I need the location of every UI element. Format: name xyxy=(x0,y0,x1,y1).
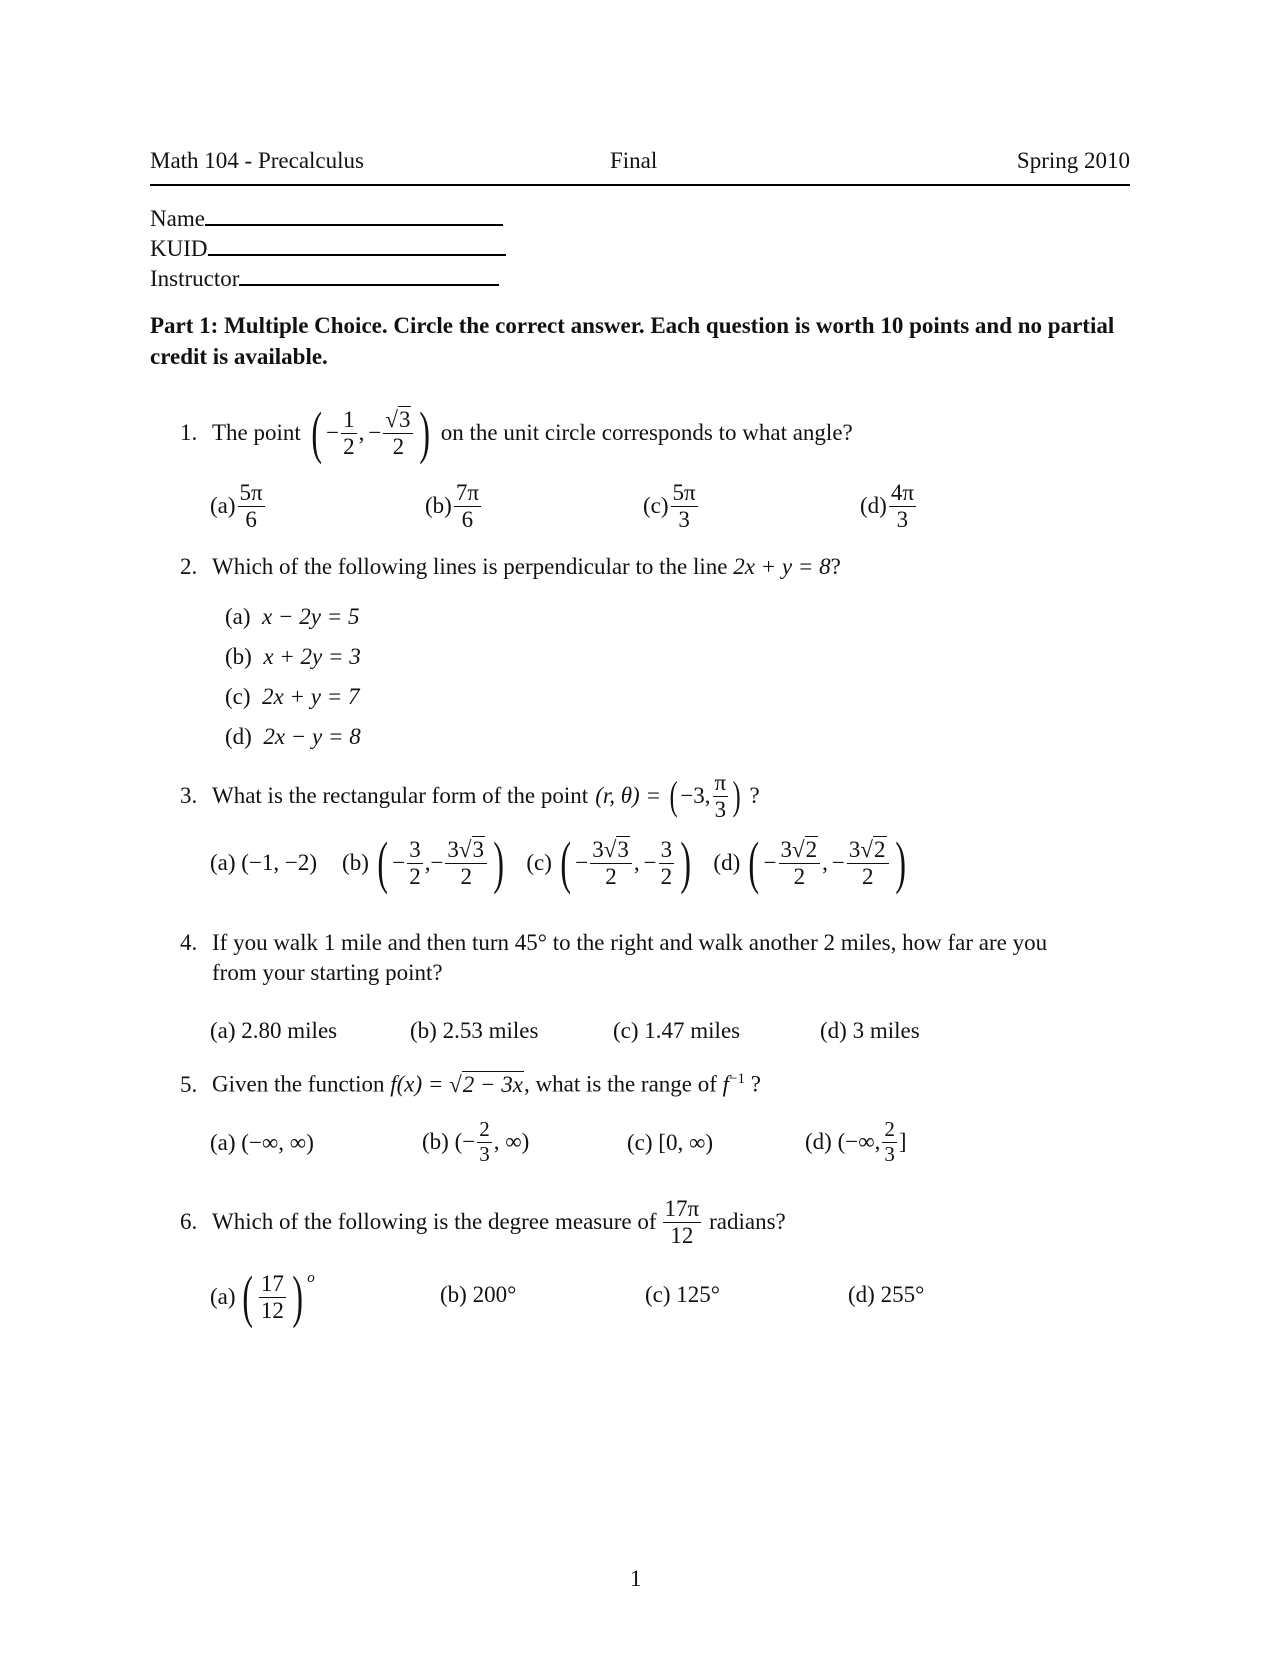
sqrt-radicand: 2 xyxy=(805,836,818,862)
question-number: 3. xyxy=(180,783,198,809)
choice-2c[interactable] xyxy=(225,684,360,710)
part1-instructions: Part 1: Multiple Choice. Circle the correct answer. Each question is worth 10 points and no partial credit is available. xyxy=(150,313,1115,369)
name-field[interactable] xyxy=(150,206,503,232)
choice-1b[interactable] xyxy=(425,480,483,533)
choice-6d[interactable] xyxy=(848,1282,924,1308)
minus-sign: − xyxy=(763,850,777,875)
choice-4a[interactable] xyxy=(210,1018,337,1044)
point-x-numerator: 1 xyxy=(343,406,355,432)
radian-numerator: 17π xyxy=(664,1196,700,1221)
sqrt-symbol: √ xyxy=(603,836,617,862)
choice-5c[interactable] xyxy=(627,1130,713,1156)
choice-value: (−1, −2) xyxy=(241,850,318,875)
choice-denominator: 2 xyxy=(793,863,806,889)
choice-numerator: 3 xyxy=(660,836,673,862)
choice-numerator: 2 xyxy=(884,1117,895,1141)
choice-label: (d) xyxy=(805,1129,832,1155)
choice-numerator: 5π xyxy=(239,480,263,505)
choice-4c[interactable] xyxy=(613,1018,740,1044)
choice-numerator: 3 xyxy=(409,836,421,862)
sqrt-symbol: √ xyxy=(449,1071,462,1097)
choice-5b[interactable] xyxy=(422,1118,529,1166)
choice-label: (b) xyxy=(410,1018,437,1043)
question-number: 5. xyxy=(180,1071,198,1097)
choice-3d[interactable]: (d) ( − $\frac{3√2}{2}$ , − $\frac{3√2}{2}$ ) xyxy=(713,830,906,895)
choice-value: 2.53 miles xyxy=(442,1018,539,1043)
inverse-function: f xyxy=(722,1071,730,1097)
choice-label: (c) xyxy=(627,1130,653,1155)
choice-label: (b) xyxy=(342,850,369,875)
polar-coordinates: (r, θ) = xyxy=(595,783,661,809)
choice-4b[interactable] xyxy=(410,1018,538,1044)
question-text: on the unit circle corresponds to what angle? xyxy=(440,420,853,445)
function-expression: f(x) = xyxy=(390,1071,444,1097)
sqrt-coefficient: 3 xyxy=(447,836,459,862)
minus-sign: − xyxy=(643,850,657,875)
instructor-label: Instructor xyxy=(150,266,240,291)
name-blank[interactable] xyxy=(205,223,503,226)
choice-denominator: 12 xyxy=(260,1297,284,1323)
choice-2a[interactable] xyxy=(225,604,360,630)
minus-sign: − xyxy=(368,420,382,445)
choice-numerator: 5π xyxy=(672,480,696,505)
choice-denominator: 2 xyxy=(660,863,673,889)
choice-denominator: 2 xyxy=(861,863,874,889)
choice-equation: x + 2y = 3 xyxy=(263,644,361,669)
choice-label: (d) xyxy=(225,724,252,749)
choice-denominator: 6 xyxy=(245,506,257,532)
comma: , xyxy=(822,850,828,875)
choice-numerator: 4π xyxy=(890,480,914,505)
question-4 xyxy=(180,928,1047,988)
choice-2b[interactable] xyxy=(225,644,361,670)
question-3-choices xyxy=(210,830,910,895)
choice-5d[interactable] xyxy=(805,1118,907,1166)
point-x-denominator: 2 xyxy=(343,433,355,459)
choice-label: (c) xyxy=(643,493,669,519)
page-header xyxy=(150,148,1130,186)
choice-5a[interactable] xyxy=(210,1130,314,1156)
choice-denominator: 2 xyxy=(460,863,472,889)
point-y-denominator: 2 xyxy=(392,433,405,459)
choice-label: (a) xyxy=(225,604,251,629)
choice-denominator: 3 xyxy=(896,506,909,532)
question-number: 1. xyxy=(180,420,198,445)
question-2 xyxy=(180,554,841,580)
choice-denominator: 3 xyxy=(678,506,690,532)
sqrt-symbol: √ xyxy=(792,836,805,862)
choice-value: 125° xyxy=(676,1282,720,1307)
theta-denominator: 3 xyxy=(714,796,727,822)
choice-label: (c) xyxy=(645,1282,671,1307)
choice-label: (d) xyxy=(860,493,887,519)
choice-label: (d) xyxy=(713,850,741,875)
kuid-label: KUID xyxy=(150,236,208,261)
choice-equation: 2x − y = 8 xyxy=(263,724,361,749)
minus-sign: − xyxy=(575,850,589,875)
sqrt-coefficient: 3 xyxy=(780,836,793,862)
choice-1d[interactable] xyxy=(860,480,918,533)
choice-label: (c) xyxy=(225,684,251,709)
sqrt-radicand: 3 xyxy=(617,836,629,862)
sqrt-symbol: √ xyxy=(458,836,472,862)
choice-label: (b) xyxy=(422,1129,449,1155)
sqrt-radicand: 2 − 3x xyxy=(462,1071,524,1097)
name-label: Name xyxy=(150,206,205,231)
interval-close: , ∞) xyxy=(493,1129,530,1155)
choice-label: (a) xyxy=(210,493,236,519)
choice-label: (a) xyxy=(210,850,236,875)
sqrt-radicand: 2 xyxy=(874,836,886,862)
choice-numerator: 17 xyxy=(260,1270,284,1296)
question-3: 3. What is the rectangular form of the point (r, θ) = ( −3, $\frac{\pi}{3}$ ) ? xyxy=(180,770,760,822)
interval-open: (− xyxy=(454,1129,476,1155)
choice-6b[interactable] xyxy=(440,1282,516,1308)
question-4-choices xyxy=(210,1018,930,1048)
choice-numerator: 7π xyxy=(455,480,479,505)
question-text: Which of the following lines is perpendicular to the line xyxy=(212,554,728,579)
question-text: from your starting point? xyxy=(212,960,443,985)
choice-3c[interactable]: (c) ( − $\frac{3√3}{2}$ , − $\frac{3}{2}$ ) xyxy=(526,830,692,895)
choice-3b[interactable]: (b) ( − $\frac{3}{2}$ , − $\frac{3√3}{2}$ ) xyxy=(342,830,505,895)
choice-label: (c) xyxy=(526,850,552,875)
question-number: 4. xyxy=(180,930,198,955)
choice-label: (b) xyxy=(225,644,252,669)
choice-value: [0, ∞) xyxy=(658,1130,713,1155)
choice-denominator: 2 xyxy=(409,863,421,889)
choice-1a[interactable] xyxy=(210,480,267,533)
question-mark: ? xyxy=(750,1071,761,1097)
choice-value: 1.47 miles xyxy=(644,1018,741,1043)
choice-denominator: 3 xyxy=(479,1141,490,1166)
choice-value: 255° xyxy=(880,1282,925,1307)
instructor-blank[interactable] xyxy=(239,283,499,286)
choice-numerator: 2 xyxy=(479,1117,490,1141)
question-mark: ? xyxy=(830,554,841,579)
comma: , xyxy=(633,850,640,875)
comma: , xyxy=(358,420,365,445)
term-label: Spring 2010 xyxy=(1016,148,1130,173)
choice-label: (d) xyxy=(848,1282,875,1307)
question-mark: ? xyxy=(749,783,760,809)
question-text: The point xyxy=(212,420,301,445)
kuid-field[interactable] xyxy=(150,236,506,262)
point-y-radicand: 3 xyxy=(398,406,411,432)
interval-open: (−∞, xyxy=(837,1129,881,1155)
choice-denominator: 6 xyxy=(461,506,474,532)
choice-6c[interactable] xyxy=(645,1282,720,1308)
minus-sign: − xyxy=(392,850,406,875)
choice-6a[interactable]: (a) ( $\frac{17}{12}$ ) o xyxy=(210,1264,315,1329)
choice-3a[interactable] xyxy=(210,850,317,876)
interval-close: ] xyxy=(898,1129,907,1155)
page-number: 1 xyxy=(630,1566,642,1591)
polar-r-value: −3, xyxy=(680,783,711,809)
question-number: 2. xyxy=(180,554,198,579)
question-text: What is the rectangular form of the point xyxy=(212,783,589,809)
choice-label: (a) xyxy=(210,1284,236,1309)
degree-superscript: o xyxy=(307,1270,315,1286)
choice-value: 3 miles xyxy=(852,1018,920,1043)
line-equation: 2x + y = 8 xyxy=(733,554,831,579)
instructor-field[interactable] xyxy=(150,266,499,292)
question-number: 6. xyxy=(180,1209,198,1235)
choice-value: 200° xyxy=(472,1282,517,1307)
question-5 xyxy=(180,1071,761,1098)
choice-label: (b) xyxy=(440,1282,467,1307)
sqrt-symbol: √ xyxy=(385,406,398,432)
question-text: , what is the range of xyxy=(524,1071,717,1097)
sqrt-coefficient: 3 xyxy=(848,836,861,862)
question-text: Given the function xyxy=(212,1071,385,1097)
minus-sign: − xyxy=(430,850,444,875)
radian-denominator: 12 xyxy=(670,1222,694,1248)
sqrt-coefficient: 3 xyxy=(592,836,604,862)
choice-denominator: 2 xyxy=(605,863,617,889)
choice-denominator: 3 xyxy=(884,1141,895,1166)
choice-label: (c) xyxy=(613,1018,639,1043)
choice-label: (b) xyxy=(425,493,452,519)
theta-numerator: π xyxy=(714,770,727,795)
minus-sign: − xyxy=(326,420,340,445)
minus-sign: − xyxy=(831,850,845,875)
choice-value: (−∞, ∞) xyxy=(241,1130,314,1155)
choice-1c[interactable] xyxy=(643,480,700,533)
sqrt-symbol: √ xyxy=(860,836,874,862)
choice-4d[interactable] xyxy=(820,1018,920,1044)
choice-2d[interactable] xyxy=(225,724,361,750)
question-1-choices xyxy=(210,480,930,540)
choice-label: (a) xyxy=(210,1130,236,1155)
choice-equation: x − 2y = 5 xyxy=(262,604,360,629)
question-6 xyxy=(180,1196,786,1249)
question-text: radians? xyxy=(709,1209,786,1235)
choice-label: (a) xyxy=(210,1018,236,1043)
course-title: Math 104 - Precalculus xyxy=(150,148,364,173)
inverse-exponent: −1 xyxy=(729,1071,746,1087)
comma: , xyxy=(424,850,431,875)
exam-title: Final xyxy=(610,148,658,173)
question-6-choices xyxy=(210,1264,950,1338)
sqrt-radicand: 3 xyxy=(472,836,485,862)
question-1: 1. The point ( − $\frac{1}{2}$ , − $\frac{√3}{2}$ ) on the unit circle corresponds to what angle? xyxy=(180,400,853,465)
question-text: If you walk 1 mile and then turn 45° to the right and walk another 2 miles, how far are you xyxy=(212,930,1048,955)
choice-value: 2.80 miles xyxy=(241,1018,338,1043)
choice-label: (d) xyxy=(820,1018,847,1043)
question-5-choices xyxy=(210,1118,950,1178)
question-text: Which of the following is the degree measure of xyxy=(212,1209,657,1235)
kuid-blank[interactable] xyxy=(208,253,506,256)
choice-equation: 2x + y = 7 xyxy=(262,684,360,709)
